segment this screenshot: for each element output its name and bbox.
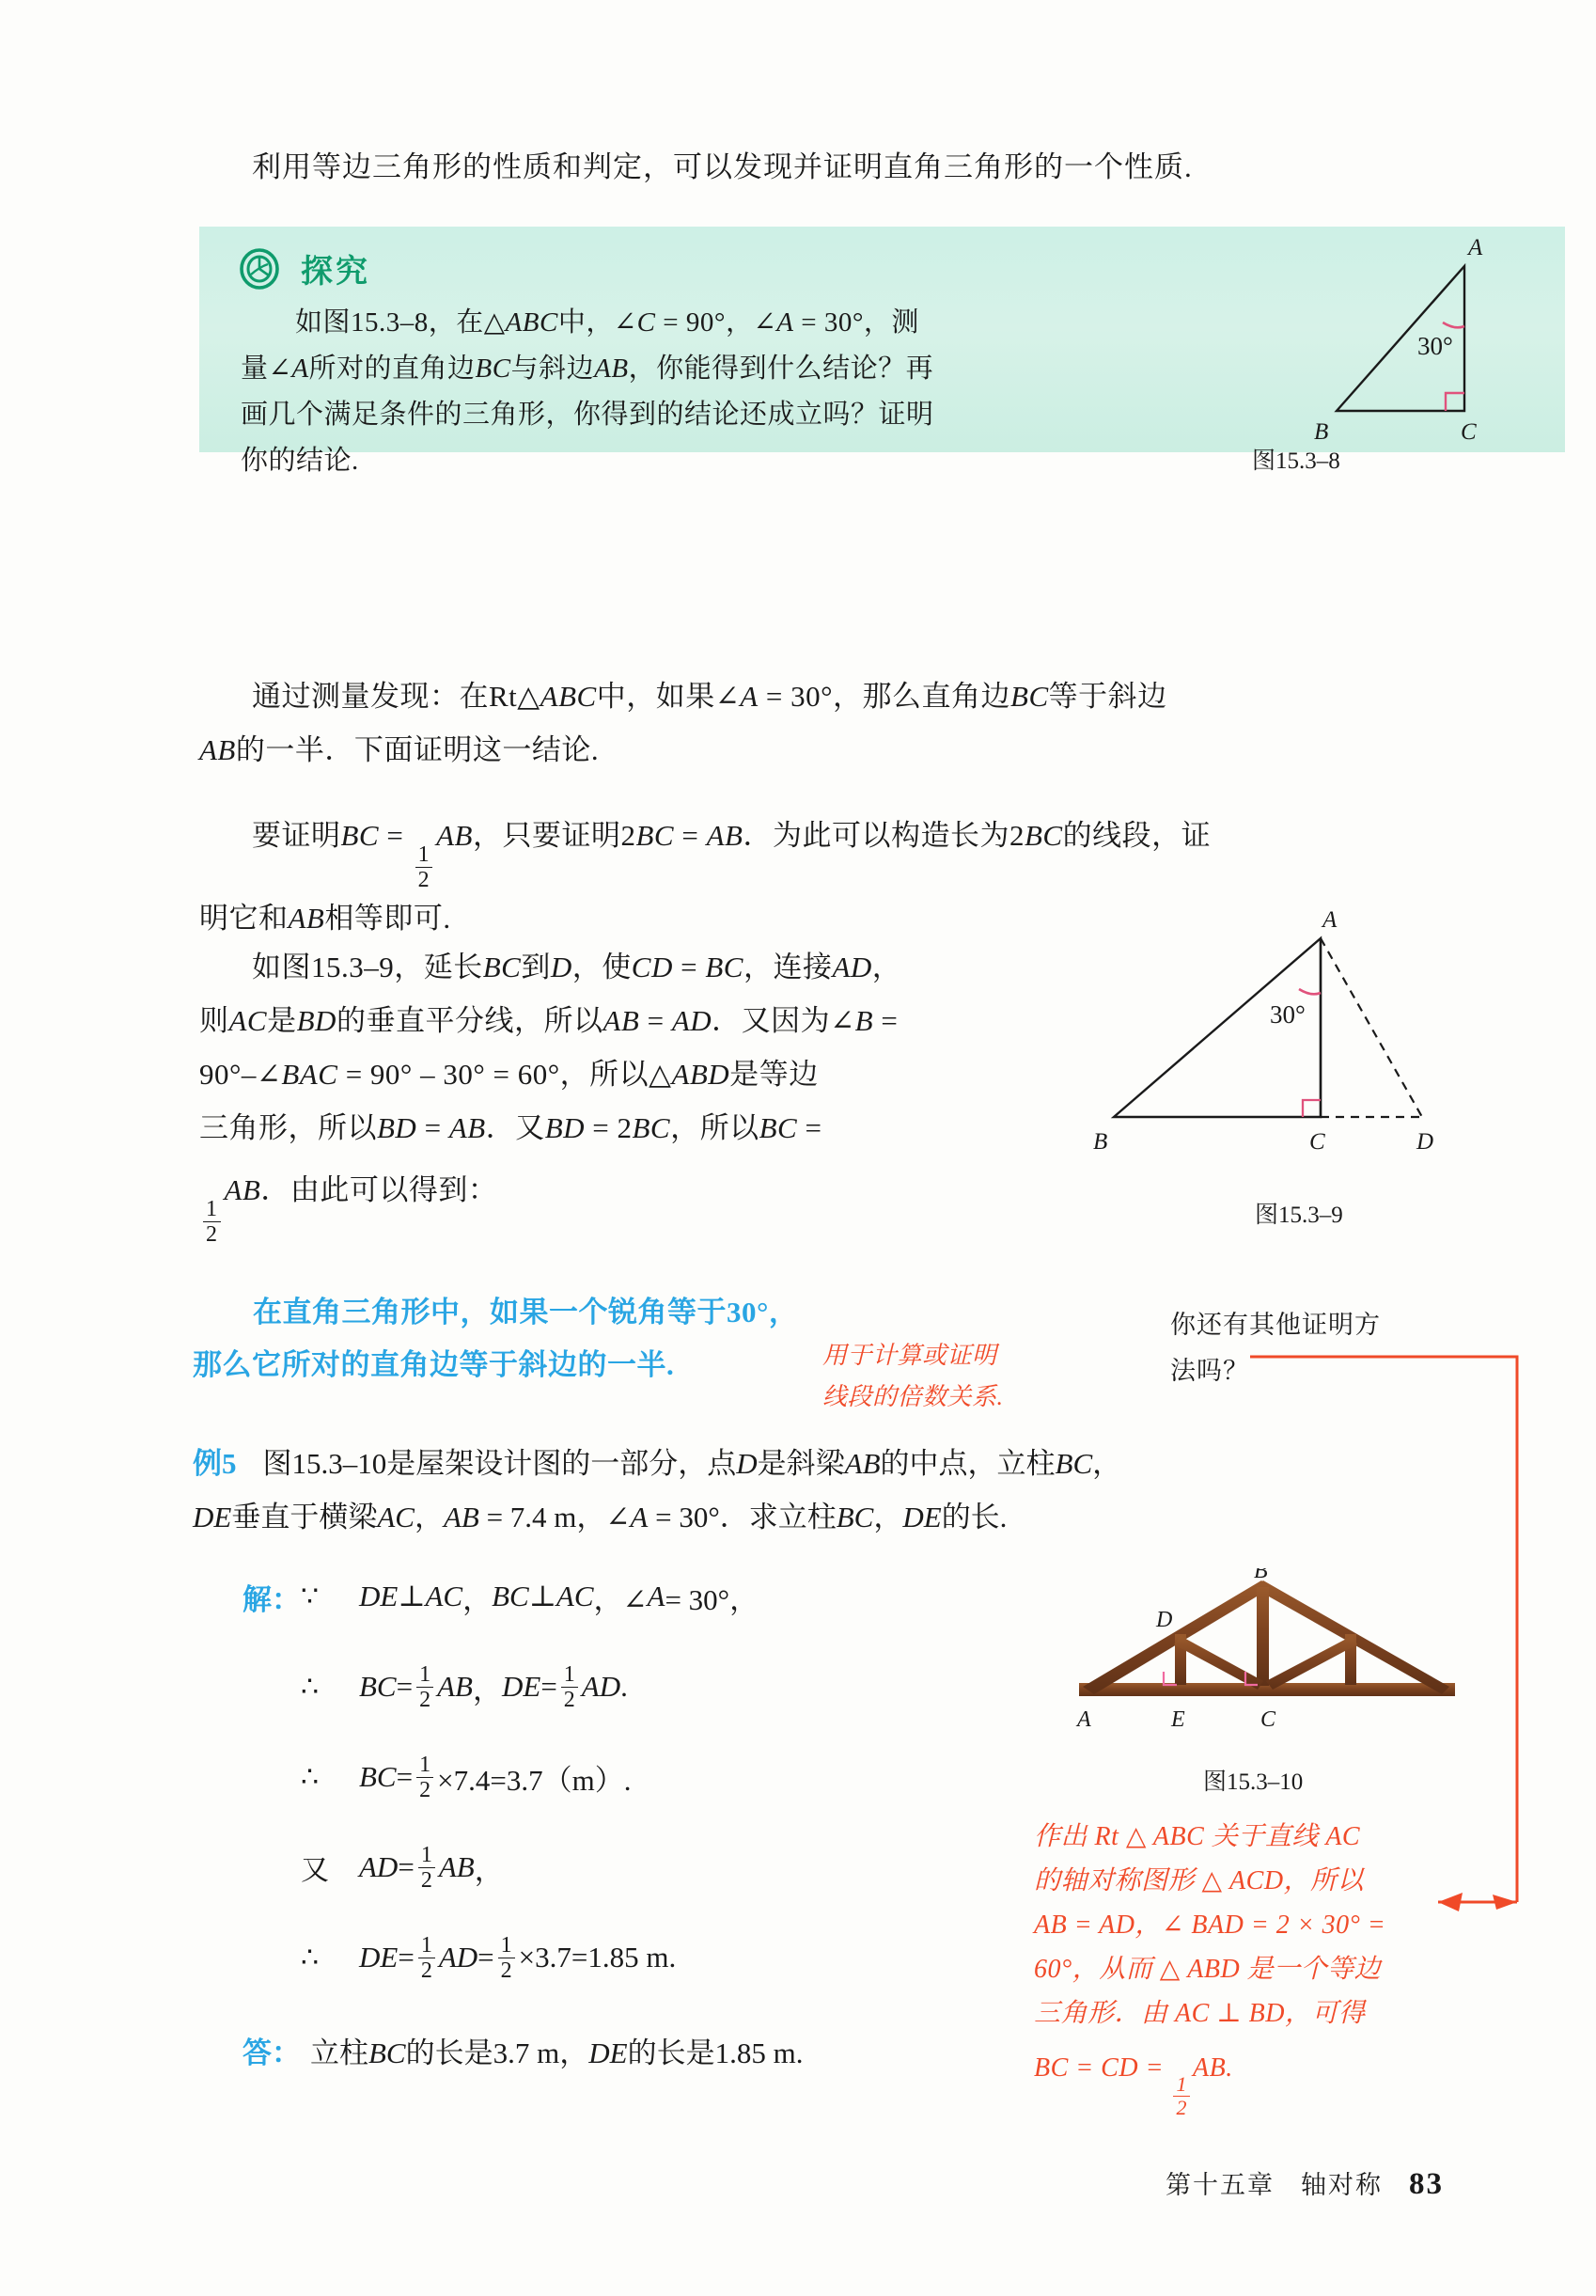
example-5-line-2: DE垂直于横梁AC，AB = 7.4 m，∠A = 30°．求立柱BC，DE的长. — [193, 1501, 1008, 1533]
paragraph-proof — [199, 940, 1008, 1246]
explore-line-3: 画几个满足条件的三角形，你得到的结论还成立吗？证明 — [241, 400, 934, 430]
margin-note-line-2: 法吗？ — [1170, 1357, 1249, 1385]
figure-15-3-8-caption: 图15.3–8 — [1252, 448, 1340, 474]
svg-text:A: A — [1468, 235, 1483, 260]
solution-row-5: ∴ DE = $\frac{1}{2}$ AD = $\frac{1}{2}$ ×3.7=1.85 m. — [301, 1932, 677, 1983]
handwriting-note-top — [822, 1335, 1104, 1418]
handwriting-line-1: 作出 Rt △ ABC 关于直线 AC — [1034, 1822, 1361, 1851]
svg-text:A: A — [1077, 1707, 1091, 1732]
svg-text:C: C — [1260, 1707, 1276, 1732]
handwriting-line-6: BC = CD = $\frac{1}{2}$ AB. — [1034, 2053, 1233, 2119]
intro-paragraph — [252, 143, 1530, 185]
therefore-symbol: ∴ — [301, 1761, 320, 1793]
svg-text:30°: 30° — [1270, 1000, 1306, 1029]
figure-15-3-10 — [1070, 1568, 1540, 1775]
fraction-one-half: $\frac{1}{2}$ — [415, 843, 433, 891]
page-footer — [1166, 2164, 1444, 2202]
solution-tag: 解： — [243, 1582, 301, 1616]
proof-line-2: 则AC是BD的垂直平分线，所以AB = AD．又因为∠B = — [199, 1004, 899, 1037]
solution-row-1: 解： ∵ DE ⊥ AC ， BC ⊥ AC ，∠ A = 30°， — [243, 1551, 1023, 1642]
fraction-one-half: $\frac{1}{2}$ — [498, 1934, 515, 1982]
explore-line-2: 量∠A所对的直角边BC与斜边AB，你能得到什么结论？再 — [241, 354, 934, 384]
figure-15-3-10-caption: 图15.3–10 — [1203, 1769, 1304, 1795]
proof-line-1: 如图15.3–9，延长BC到D，使CD = BC，连接AD， — [252, 951, 902, 983]
paragraph-measurement-line-1: 通过测量发现：在Rt△ABC中，如果∠A = 30°，那么直角边BC等于斜边 — [252, 680, 1167, 713]
proof-line-3: 90°–∠BAC = 90° – 30° = 60°，所以△ABD是等边 — [199, 1058, 819, 1091]
svg-text:C: C — [1461, 419, 1477, 445]
conclusion-line-2: 那么它所对的直角边等于斜边的一半. — [193, 1348, 675, 1381]
page-number: 83 — [1409, 2167, 1444, 2201]
paragraph-proof-plan-line-2: 明它和AB相等即可. — [199, 902, 451, 935]
footer-chapter: 第十五章 — [1166, 2171, 1275, 2199]
answer-line: 答： 立柱BC的长是3.7 m，DE的长是1.85 m. — [243, 2037, 804, 2069]
example-5-line-1: 例5 图15.3–10是屋架设计图的一部分，点D是斜梁AB的中点，立柱BC， — [193, 1447, 1122, 1480]
solution-row-2: ∴ BC = $\frac{1}{2}$ AB ， DE = $\frac{1}{2}$ AD . — [301, 1661, 628, 1712]
explore-circle-icon — [239, 248, 280, 290]
fraction-one-half: $\frac{1}{2}$ — [203, 1198, 221, 1246]
svg-text:D: D — [1416, 1129, 1434, 1155]
answer-tag: 答： — [243, 2037, 301, 2069]
figure-15-3-9-caption: 图15.3–9 — [1255, 1203, 1343, 1228]
fraction-one-half: $\frac{1}{2}$ — [418, 1844, 435, 1892]
because-symbol: ∵ — [301, 1580, 320, 1612]
margin-note-line-1: 你还有其他证明方 — [1170, 1311, 1381, 1339]
svg-text:E: E — [1171, 1707, 1185, 1732]
svg-text:D: D — [1156, 1608, 1173, 1632]
figure-15-3-8 — [1280, 230, 1553, 452]
fraction-one-half: $\frac{1}{2}$ — [1173, 2074, 1190, 2118]
handwriting-line-3: AB = AD，∠ BAD = 2 × 30° = — [1034, 1911, 1386, 1940]
solution-row-4: 又 AD = $\frac{1}{2}$ AB ， — [301, 1842, 504, 1893]
handwriting-proof-note — [1034, 1815, 1523, 2118]
example-label: 例5 — [193, 1447, 237, 1480]
proof-line-4: 三角形，所以BD = AB．又BD = 2BC，所以BC = — [199, 1111, 822, 1144]
svg-text:B: B — [1314, 419, 1329, 445]
svg-text:A: A — [1322, 907, 1338, 933]
explore-title: 探究 — [301, 255, 370, 290]
therefore-symbol: ∴ — [301, 1671, 320, 1703]
figure-15-3-9 — [1086, 903, 1490, 1175]
fraction-one-half: $\frac{1}{2}$ — [418, 1934, 435, 1982]
paragraph-measurement-line-2: AB的一半．下面证明这一结论. — [199, 733, 600, 766]
explore-line-4: 你的结论. — [241, 446, 359, 476]
handwriting-line-4: 60°，从而 △ ABD 是一个等边 — [1034, 1955, 1382, 1984]
explore-body — [241, 300, 1190, 484]
also-symbol: 又 — [301, 1855, 329, 1886]
handwriting-top-line-1: 用于计算或证明 — [822, 1342, 997, 1369]
therefore-symbol: ∴ — [301, 1942, 320, 1974]
svg-text:30°: 30° — [1417, 332, 1453, 360]
paragraph-measurement — [199, 669, 1534, 777]
handwriting-top-line-2: 线段的倍数关系. — [822, 1383, 1004, 1410]
example-5 — [193, 1437, 1527, 1544]
paragraph-proof-plan-line-1: 要证明BC = $\frac{1}{2}$ AB，只要证明2BC = AB．为此可以构造长为2BC的线段，证 — [252, 819, 1212, 892]
fraction-one-half: $\frac{1}{2}$ — [416, 1753, 433, 1801]
fraction-one-half: $\frac{1}{2}$ — [561, 1663, 578, 1711]
svg-text:B: B — [1254, 1568, 1268, 1583]
explore-header — [239, 245, 370, 291]
explore-box — [199, 227, 1565, 476]
handwriting-line-2: 的轴对称图形 △ ACD，所以 — [1034, 1866, 1365, 1895]
fraction-one-half: $\frac{1}{2}$ — [416, 1663, 433, 1711]
explore-line-1: 如图15.3–8，在△ABC中，∠C = 90°，∠A = 30°，测 — [295, 307, 919, 338]
solution-row-3: ∴ BC = $\frac{1}{2}$ ×7.4=3.7（m）. — [301, 1752, 632, 1802]
conclusion-line-1: 在直角三角形中，如果一个锐角等于30°， — [253, 1296, 799, 1329]
solution-block — [243, 1551, 1023, 2003]
svg-text:B: B — [1093, 1129, 1108, 1155]
footer-section: 轴对称 — [1301, 2171, 1383, 2199]
svg-text:C: C — [1309, 1129, 1325, 1155]
intro-text: 利用等边三角形的性质和判定，可以发现并证明直角三角形的一个性质. — [252, 150, 1193, 183]
proof-line-5: $\frac{1}{2}$ AB．由此可以得到： — [199, 1155, 1008, 1246]
handwriting-line-5: 三角形．由 AC ⊥ BD，可得 — [1034, 1999, 1366, 2028]
